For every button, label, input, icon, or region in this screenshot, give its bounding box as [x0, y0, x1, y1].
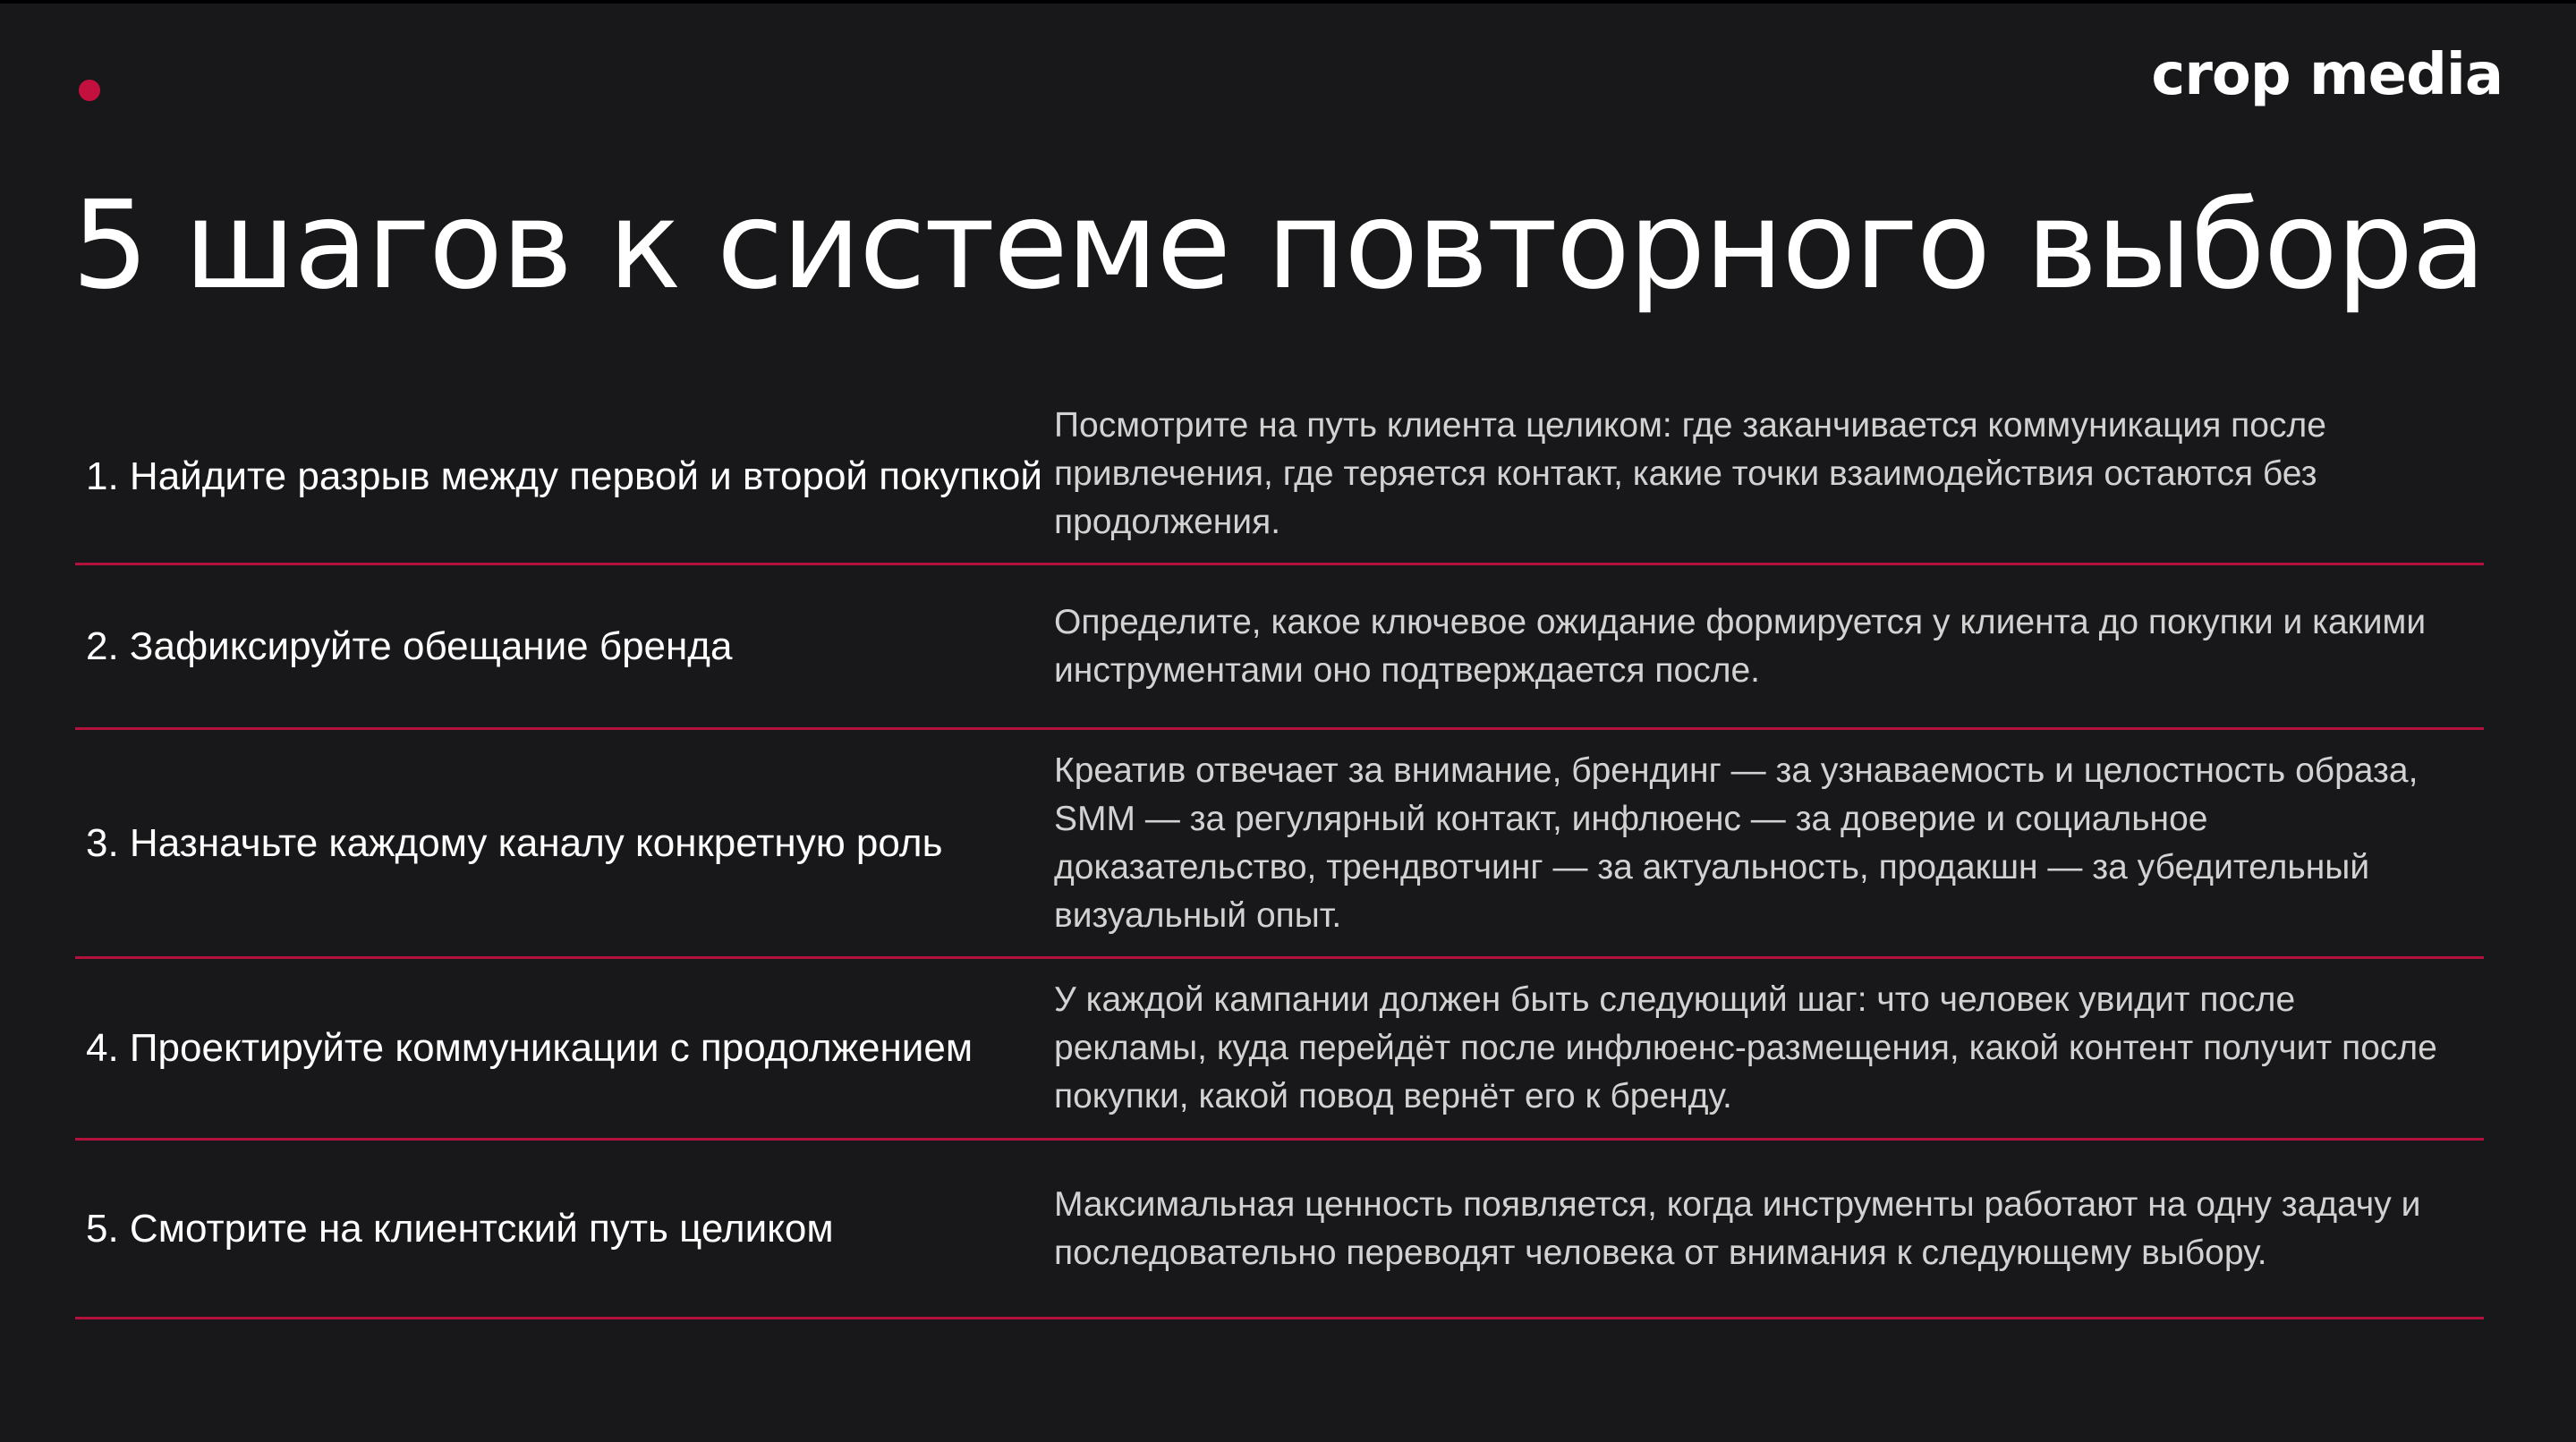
- step-row-2: [75, 565, 2484, 730]
- step-row-4: [75, 959, 2484, 1141]
- brand-logo: crop media: [2151, 42, 2503, 108]
- step-title: 5. Смотрите на клиентский путь целиком: [86, 1206, 834, 1251]
- step-description: Максимальная ценность появляется, когда инструменты работают на одну задачу и последовательно переводят человека от внимания к следующему выбору.: [1054, 1184, 2421, 1272]
- step-row-1: [75, 390, 2484, 565]
- step-title: 3. Назначьте каждому каналу конкретную роль: [86, 820, 943, 865]
- step-row-3: [75, 730, 2484, 959]
- accent-dot: [79, 80, 100, 101]
- step-title: 1. Найдите разрыв между первой и второй покупкой: [86, 454, 1042, 498]
- steps-list: [75, 390, 2484, 1319]
- step-row-5: [75, 1141, 2484, 1319]
- top-border: [0, 0, 2576, 4]
- step-description: Креатив отвечает за внимание, брендинг — за узнаваемость и целостность образа, SMM — за регулярный контакт, инфлюенс — за доверие и социальное доказательство, трендвотчинг — за актуальность, продакшн — за убедительный визуальный опыт.: [1054, 751, 2419, 935]
- step-description: У каждой кампании должен быть следующий шаг: что человек увидит после рекламы, куда перейдёт после инфлюенс-размещения, какой контент получит после покупки, какой повод вернёт его к бренду.: [1054, 980, 2437, 1115]
- page-title: 5 шагов к системе повторного выбора: [72, 175, 2485, 317]
- step-title: 2. Зафиксируйте обещание бренда: [86, 623, 733, 668]
- step-description: Определите, какое ключевое ожидание формируется у клиента до покупки и какими инструментами оно подтверждается после.: [1054, 602, 2427, 690]
- step-title: 4. Проектируйте коммуникации с продолжением: [86, 1026, 973, 1070]
- step-description: Посмотрите на путь клиента целиком: где заканчивается коммуникация после привлечения, где теряется контакт, какие точки взаимодействия остаются без продолжения.: [1054, 405, 2326, 541]
